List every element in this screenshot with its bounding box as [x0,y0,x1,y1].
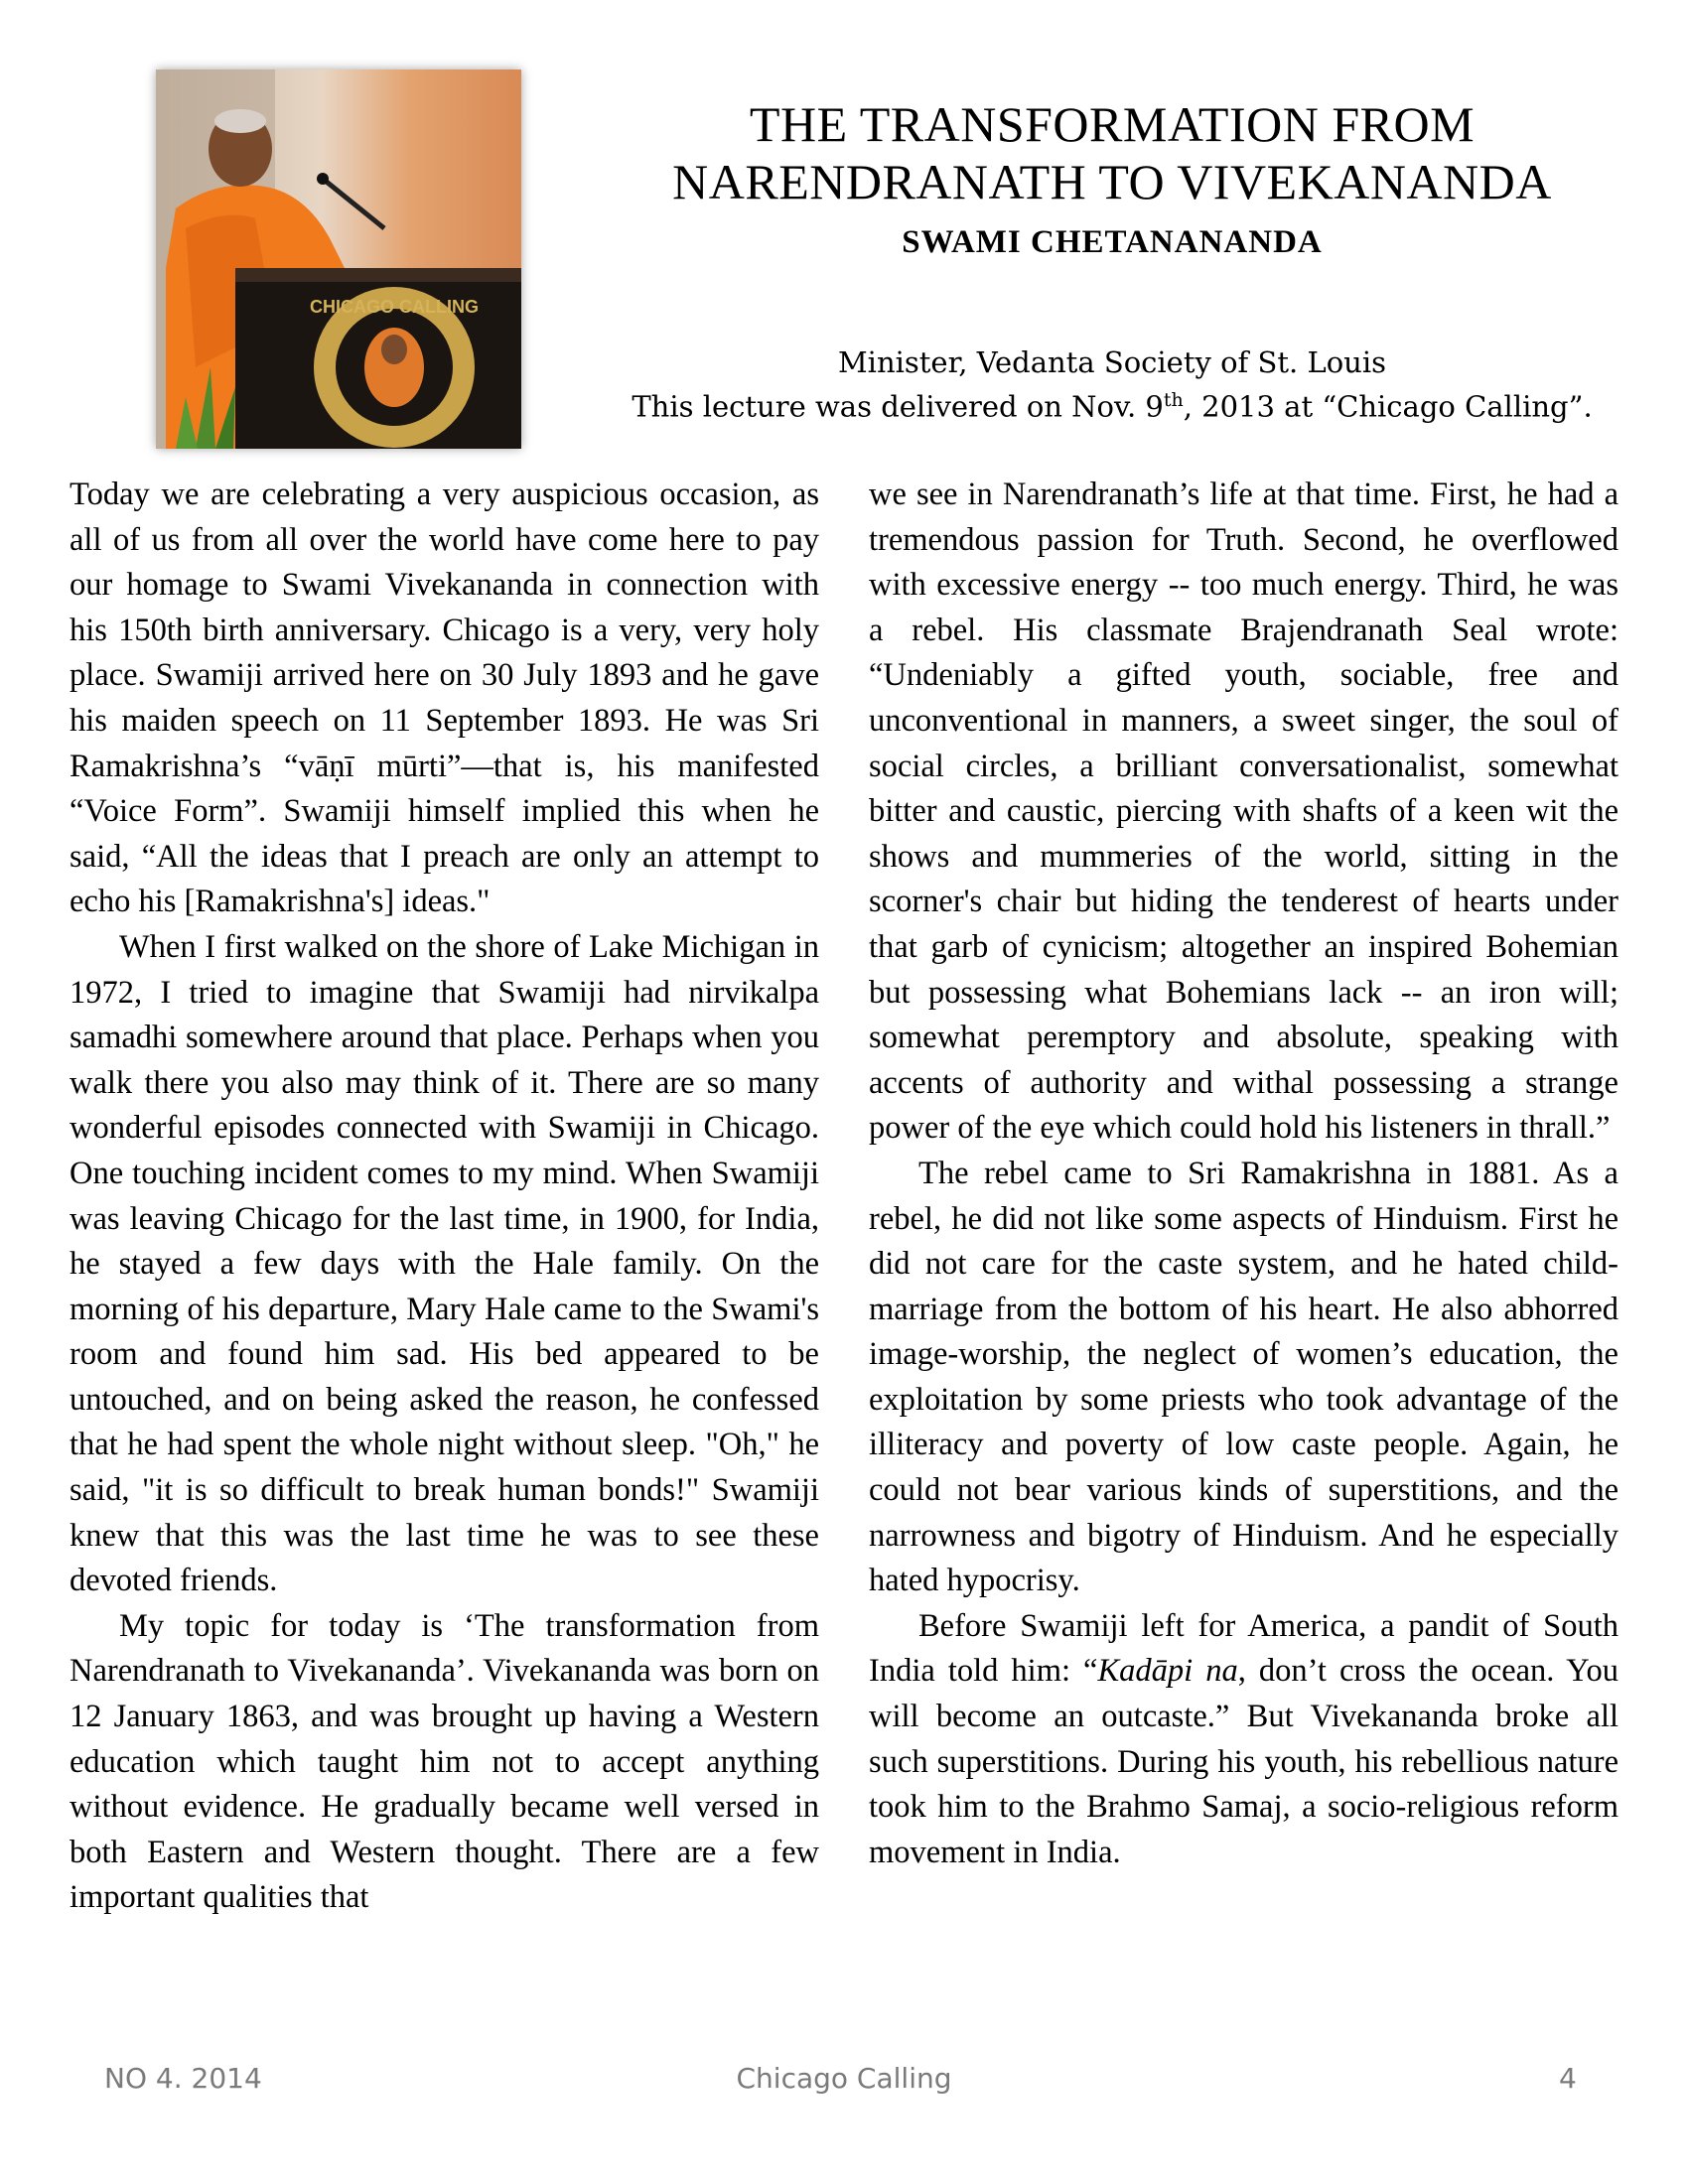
body-paragraph [869,1604,1618,1876]
body-text: , don’t cross the ocean. You will become an outcaste.” But Vivekananda broke all such superstitions. During his youth, his rebellious nature took him to the Brahmo Samaj, a socio-religious reform movement in India. [869,1653,1618,1870]
body-paragraph: Today we are celebrating a very auspicious occasion, as all of us from all over the world have come here to pay our homage to Swami Vivekananda in connection with his 150th birth anniversary. Chicago is a very, very holy place. Swamiji arrived here on 30 July 1893 and he gave his maiden speech on 11 September 1893. He was Sri Ramakrishna’s “vāṇī mūrti”—that is, his manifested “Voice Form”. Swamiji himself implied this when he said, “All the ideas that I preach are only an attempt to echo his [Ramakrishna's] ideas." [70,477,819,920]
body-paragraph: The rebel came to Sri Ramakrishna in 1881. As a rebel, he did not like some aspects of Hinduism. First he did not care for the caste system, and he hated child-marriage from the bottom of his heart. He also abhorred image-worship, the neglect of women’s education, the exploitation by some priests who took advantage of the illiteracy and poverty of low caste people. Again, he could not bear various kinds of superstitions, and the narrowness and bigotry of Hinduism. And he especially hated hypocrisy. [869,1155,1618,1599]
footer-issue: NO 4. 2014 [104,2062,262,2095]
lecture-note [556,389,1668,424]
speaker-photo [156,69,521,449]
page-footer [0,2062,1688,2102]
lecture-note-text-end: , 2013 at “Chicago Calling”. [1183,389,1593,424]
title-line-1: THE TRANSFORMATION FROM [749,96,1476,152]
body-paragraph: When I first walked on the shore of Lake Michigan in 1972, I tried to imagine that Swamiji had nirvikalpa samadhi somewhere around that place. Perhaps when you walk there you also may think of it. There are so many wonderful episodes connected with Swamiji in Chicago. One touching incident comes to my mind. When Swamiji was leaving Chicago for the last time, in 1900, for India, he stayed a few days with the Hale family. On the morning of his departure, Mary Hale came to the Swami's room and found him sad. His bed appeared to be untouched, and on being asked the reason, he confessed that he had spent the whole night without sleep. "Oh," he said, "it is so difficult to break human bonds!" Swamiji knew that this was the last time he was to see these devoted friends. [70,928,819,1599]
left-column [70,473,819,1921]
body-text: Before Swamiji left for America, a pandit of South India told him: “ [869,1607,1618,1690]
podium-logo-text: CHICAGO CALLING [310,297,479,317]
title-line-2: NARENDRANATH TO VIVEKANANDA [672,154,1552,209]
lecture-note-superscript: th [1163,389,1184,411]
author-name: SWAMI CHETANANANDA [902,224,1323,260]
right-column [869,473,1618,1875]
body-paragraph: My topic for today is ‘The transformation from Narendranath to Vivekananda’. Vivekananda was born on 12 January 1863, and was brought up having a Western education which taught him not to accept anything without evidence. He gradually became well versed in both Eastern and Western thought. There are a few important qualities that [70,1607,819,1916]
author-affiliation: Minister, Vedanta Society of St. Louis [837,345,1387,379]
body-paragraph: we see in Narendranath’s life at that time. First, he had a tremendous passion for Truth. Second, he overflowed with excessive energy -- too much energy. Third, he was a rebel. His classmate Brajendranath Seal wrote: “Undeniably a gifted youth, sociable, free and unconventional in manners, a sweet singer, the soul of social circles, a brilliant conversationalist, somewhat bitter and caustic, piercing with shafts of a keen wit the shows and mummeries of the world, sitting in the scorner's chair but hiding the tenderest of hearts under that garb of cynicism; altogether an inspired Bohemian but possessing what Bohemians lack -- an iron will; somewhat peremptory and absolute, speaking with accents of authority and withal possessing a strange power of the eye which could hold his listeners in thrall.” [869,477,1618,1147]
body-italic-text: Kadāpi na [1097,1653,1238,1690]
lecture-note-text: This lecture was delivered on Nov. 9 [632,389,1164,424]
speaker-photo-illustration [156,69,521,449]
article-title [556,95,1668,210]
article-header [556,95,1668,261]
footer-publication: Chicago Calling [736,2062,952,2095]
footer-page-number: 4 [1559,2062,1577,2095]
